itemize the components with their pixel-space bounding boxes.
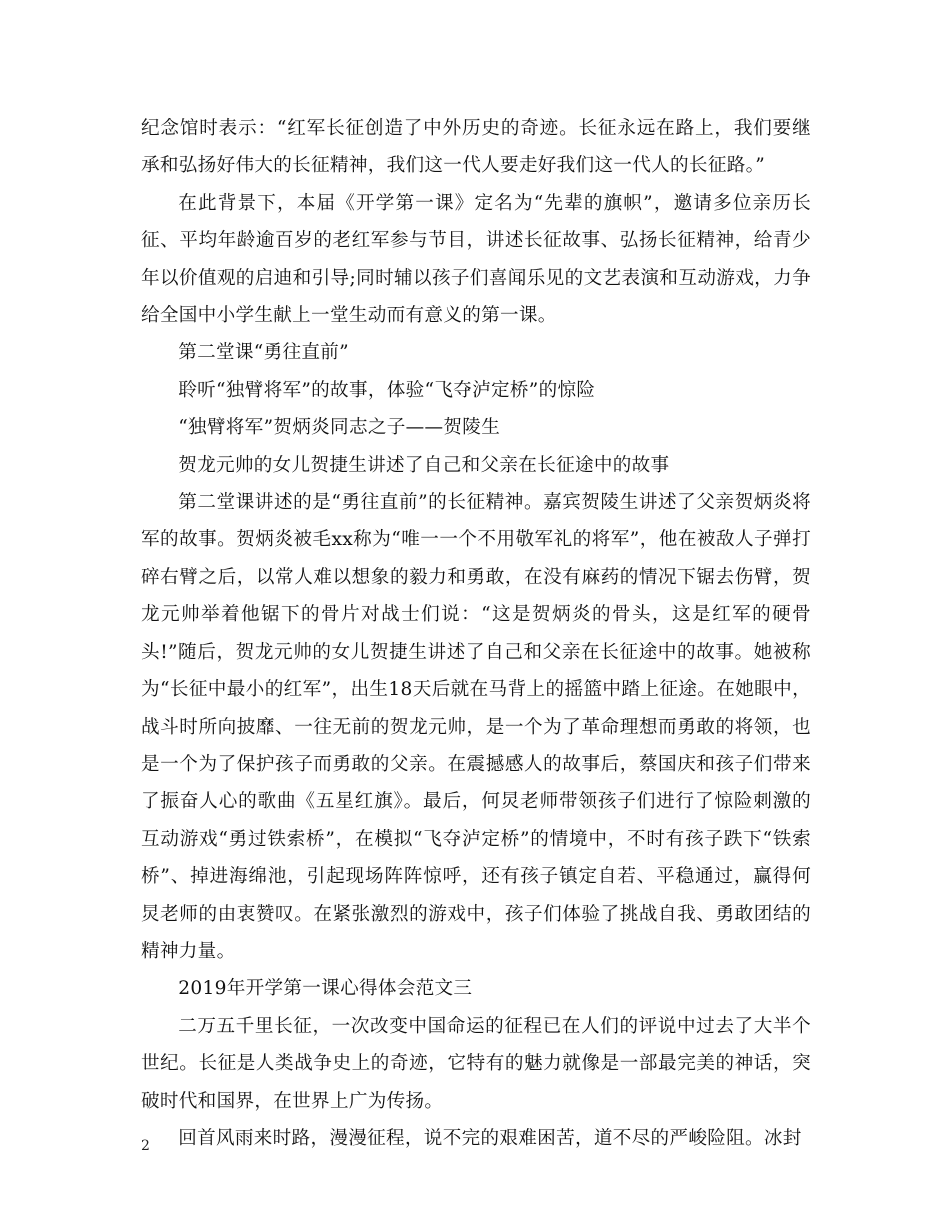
subheading-story: 聆听“独臂将军”的故事，体验“飞夺泸定桥”的惊险 <box>178 379 596 401</box>
document-body <box>141 110 811 1157</box>
page-number: 2 <box>141 1138 150 1154</box>
section-heading-essay-three: 2019年开学第一课心得体会范文三 <box>178 978 473 1000</box>
caption-guest-one: “独臂将军”贺炳炎同志之子——贺陵生 <box>178 417 501 439</box>
paragraph-look-back: 回首风雨来时路，漫漫征程，说不完的艰难困苦，道不尽的严峻险阻。冰封 <box>178 1127 802 1149</box>
paragraph-2: 在此背景下，本届《开学第一课》定名为“先辈的旗帜”，邀请多位亲历长征、平均年龄逾百岁的老红军参与节目，讲述长征故事、弘扬长征精神，给青少年以价值观的启迪和引导;同时辅以孩子们喜闻乐见的文艺表演和互动游戏，力争给全国中小学生献上一堂生动而有意义的第一课。 <box>141 192 811 327</box>
paragraph-1: 纪念馆时表示：“红军长征创造了中外历史的奇迹。长征永远在路上，我们要继承和弘扬好伟大的长征精神，我们这一代人要走好我们这一代人的长征路。” <box>141 118 811 177</box>
paragraph-lesson-two-body: 第二堂课讲述的是“勇往直前”的长征精神。嘉宾贺陵生讲述了父亲贺炳炎将军的故事。贺炳炎被毛xx称为“唯一一个不用敬军礼的将军”，他在被敌人子弹打碎右臂之后，以常人难以想象的毅力和勇敢，在没有麻药的情况下锯去伤臂，贺龙元帅举着他锯下的骨片对战士们说：“这是贺炳炎的骨头，这是红军的硬骨头!”随后，贺龙元帅的女儿贺捷生讲述了自己和父亲在长征途中的故事。她被称为“长征中最小的红军”，出生18天后就在马背上的摇篮中踏上征途。在她眼中，战斗时所向披靡、一往无前的贺龙元帅，是一个为了革命理想而勇敢的将领，也是一个为了保护孩子而勇敢的父亲。在震撼感人的故事后，蔡国庆和孩子们带来了振奋人心的歌曲《五星红旗》。最后，何炅老师带领孩子们进行了惊险刺激的互动游戏“勇过铁索桥”，在模拟“飞夺泸定桥”的情境中，不时有孩子跌下“铁索桥”、掉进海绵池，引起现场阵阵惊呼，还有孩子镇定自若、平稳通过，赢得何炅老师的由衷赞叹。在紧张激烈的游戏中，孩子们体验了挑战自我、勇敢团结的精神力量。 <box>141 492 811 962</box>
caption-guest-two: 贺龙元帅的女儿贺捷生讲述了自己和父亲在长征途中的故事 <box>178 454 670 476</box>
section-heading-lesson-two: 第二堂课“勇往直前” <box>178 342 349 364</box>
paragraph-long-march: 二万五千里长征，一次改变中国命运的征程已在人们的评说中过去了大半个世纪。长征是人类战争史上的奇迹，它特有的魅力就像是一部最完美的神话，突破时代和国界，在世界上广为传扬。 <box>141 1015 811 1112</box>
